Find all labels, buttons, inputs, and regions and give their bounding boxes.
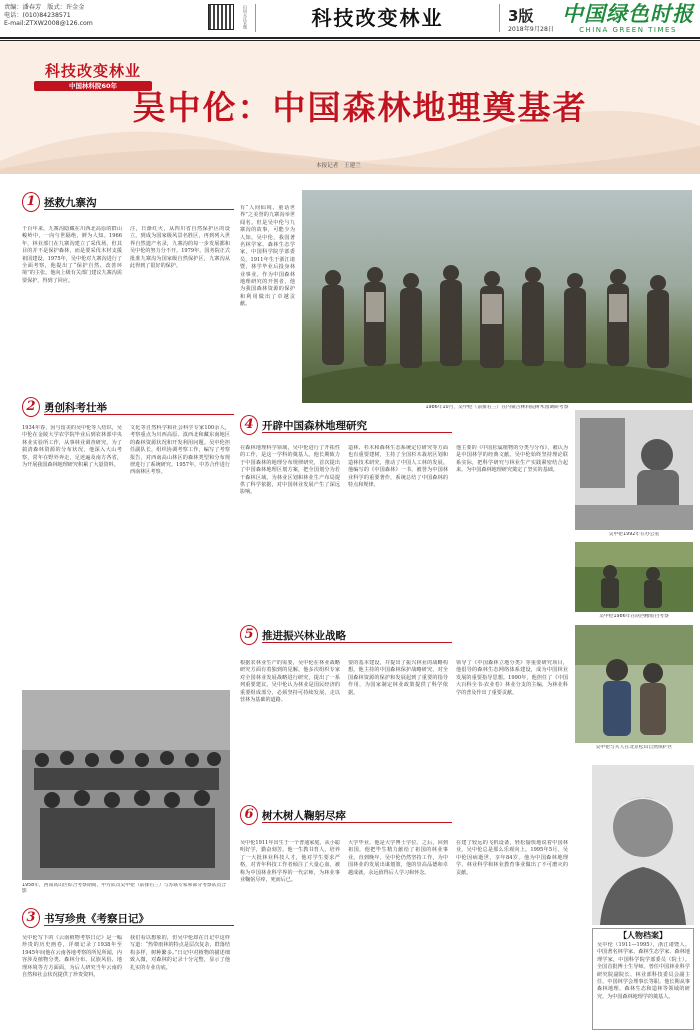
section-4-column-3: 他主要的《中国松属植物的分类与分布》，被认为是中国林学的经典文献。吴中伦始终坚持理论联系实际，把科学研究与林业生产实践紧密结合起来，为中国森林地理研究奠定了坚实的基础。 [456,445,568,474]
section-number: 1 [22,192,40,212]
section-heading-2 [22,397,237,419]
section-5-column-3: 领导了《中国森林立地分类》等重要研究项目，他倡导的森林生态网络体系建设，成为中国林业发展的重要指导思想。1990年，他担任了《中国大百科全书·农业卷》林业分支的主编，为林业科学的普及作出了重要贡献。 [456,660,568,696]
photo-1-caption: 1986年10月，吴中伦（前排右三）在内蒙古林科院树木园调研考察 [425,405,569,410]
section-rule [44,209,234,210]
qr-note: 扫码关注官微 [243,5,248,29]
newspaper-logo [560,2,696,36]
section-heading-4 [240,415,460,437]
section-title: 科技改变林业 [255,4,500,32]
section-title-text: 开辟中国森林地理研究 [262,420,367,432]
editor-line: 责编：潘春芳 版式：许金金 [4,4,85,11]
section-rule [44,414,234,415]
group-photo-illustration [302,190,692,403]
logo-english: CHINA GREEN TIMES [579,26,677,34]
page-number: 3版 [508,7,534,25]
section-6-column-2: 大学毕业，他是大学博士学位。之后，回到祖国，他把毕生精力献给了祖国的林业事业。直到晚年，吴中伦仍然坚持工作，为中国林业的发展出谋划策，他的崇高品德和卓越成就，永远值得后人学习和怀念。 [348,840,448,876]
section-title-text: 拯救九寨沟 [44,197,97,209]
section-4-column-1: 在森林地理科学领域，吴中伦进行了开拓性的工作，是这一学科的奠基人。他长期致力于中国森林的地理分布规律研究，首次提出了中国森林地理区划方案，把全国划分为若干森林区域，为林业区划和林业生产布局提供了科学依据，对中国林业发展产生了深远影响。 [240,445,340,496]
section-2-column-2: 文化等自然科学和社会科学专家100余人，考察重点为川西高原、滇西北和藏东南地区的森林资源状况和开发利用问题。吴中伦担任副队长，组织协调考察工作，编写了考察报告，对西南高山林区的森林类型和分布规律进行了系统研究。1957年，中苏合作进行西南林区考察。 [130,425,230,476]
qr-code[interactable] [208,4,234,30]
editor-info [4,4,194,29]
byline: 本报记者 王建兰 [316,163,361,169]
section-number: 2 [22,397,40,417]
phone-line: 电话：(010)84238571 [4,12,71,20]
expedition-photo-illustration [22,690,230,880]
issue-date: 2018年9月28日 [508,26,555,33]
series-subtitle: 中国林科院60年 [34,81,152,91]
photo-4-caption: 吴中伦与夫人在北京松山自然保护区 [595,745,673,750]
section-6-column-1: 吴中伦1911年出生于一个普通家庭，从小聪明好学，勤奋刻苦。他一生教书育人，培养了一大批林业科技人才，他对学生要求严格，对青年科技工作者倾注了大量心血，被称为中国林业科学界的一代宗师，为林业事业鞠躬尽瘁，死而后已。 [240,840,340,884]
section-4-column-2: 造林、杉木和森林生态系统定位研究等方面也有重要建树，主持了全国杉木栽培区划和造林技术研究，推动了中国人工林的发展。他编写的《中国森林》一书，被誉为中国林业科学的重要著作，系统总结了中国森林的特点和规律。 [348,445,448,489]
section-3-column-1: 吴中伦写下的《云南植物考察日记》是一幅珍贵的历史画卷，详细记录了1938年至1945年间他在云南各地考察的所见所闻，内容涉及植物分类、森林分布、民族风俗、地理环境等方方面面，为后人研究当年云南的自然和社会状况提供了珍贵资料。 [22,935,122,979]
header-rule [0,37,700,39]
photo-2-caption: 吴中伦1992年在办公室 [608,532,660,537]
section-title-text: 树木树人鞠躬尽瘁 [262,810,346,822]
section-1-column-1: 千百年来，九寨沟隐藏在川西北高原的群山峻岭中，一向与世隔绝，鲜为人知。1966年，林业部门在九寨沟建立了采伐场，但其目的并不是保护森林，而是要采伐木材支援祖国建设。1975年，吴中伦对九寨沟进行了全面考察，他提出了“保护自然、改善环境”的主张。他向上级有关部门建议九寨沟需要保护，得到了回应。 [22,226,122,284]
portrait-photo [592,765,694,925]
section-number: 3 [22,908,40,928]
photo-5-caption: 1958年，西南高山区综合考察期间，中方队员吴中伦（前排右三）与苏联专家和部分考察队员合影 [22,883,227,894]
field-photo-illustration [575,542,693,612]
section-heading-1 [22,192,237,214]
photo-with-wife [575,625,693,743]
photo-field-survey [575,542,693,612]
section-title-text: 勇创科考壮举 [44,402,107,414]
section-heading-5 [240,625,460,647]
section-rule [262,822,452,823]
photo-1958-expedition [22,690,230,880]
photo-inspection-group [302,190,692,403]
logo-chinese: 中国绿色时报 [562,1,694,26]
section-title-text: 推进振兴林业战略 [262,630,346,642]
section-6-column-3: 在建了较远的飞机设备，轻松愉快地说着中国林业，吴中伦总是那么乐观向上。1995年5月，吴中伦因病逝世，享年84岁。他为中国森林地理学、林业科学和林业教育事业做出了不可磨灭的贡献。 [456,840,568,876]
section-1-column-2: 注，日渐红火，从四川省自然保护区的设立，到成为国家级风景名胜区，再到列入世界自然遗产名录，九寨沟的每一步发展都和吴中伦的努力分不开。1979年，国务院正式批准九寨沟为国家级自然保护区，九寨沟从此得到了很好的保护。 [130,226,230,270]
section-3-column-2: 我们看以想象的，但吴中伦却在日记中这样写道：“热带雨林的特点是层次复杂，群落结构多样，树种繁多。”日记中对植物的描述细致入微，对森林的记录十分完整，显示了他扎实的专业功底。 [130,935,230,971]
section-number: 5 [240,625,258,645]
photo-3-caption: 吴中伦1986年在陕西橡胶白考察 [599,614,669,619]
profile-title: 【人物档案】 [619,930,667,940]
section-5-column-1: 根据农林业生产的需要，吴中伦在林业战略研究方面有着独到的见解。他多次组织专家对全国林业发展战略进行研究，提出了一系列重要建议。吴中伦认为林业是国民经济的重要组成部分，必须坚持可持续发展，走以营林为基础的道路。 [240,660,340,704]
section-1-column-3: 有“人间仙境、童话世界”之美誉的九寨沟举世闻名。但是吴中伦与九寨沟的故事，可能少为人知。吴中伦，我国著名林学家、森林生态学家，中国科学院学部委员，1911年生于浙江诸暨，林学毕业后投身林业事业。作为中国森林地理研究的开创者，他为我国森林资源的保护和利用做出了卓越贡献。 [240,205,295,308]
section-number: 6 [240,805,258,825]
portrait-illustration [592,765,694,925]
section-rule [262,432,452,433]
section-5-column-2: 要的基本建设，并提出了振兴林业的战略构想。他主持的中国森林保护战略研究，对全国森林资源的保护和发展起到了重要的指导作用，为国家制定林业政策提供了科学依据。 [348,660,448,696]
email-line: E-mail:ZTXW2008@126.com [4,20,93,28]
section-2-column-1: 1934年春，因与留美的吴中伦等人结识，吴中伦在金陵大学农学院毕业后到农林部中央林业实验所工作，从事林业调查研究。为了搞清森林资源的分布状况，他深入大山考察，常年在野外奔走，足迹遍及南方各省，为开展我国森林地理研究积累了大量资料。 [22,425,122,469]
section-rule [44,925,234,926]
office-photo-illustration [575,410,693,530]
section-number: 4 [240,415,258,435]
section-heading-6 [240,805,460,827]
section-title-text: 书写珍贵《考察日记》 [44,913,149,925]
profile-text: 吴中伦（1911—1995），浙江诸暨人。中国著名林学家、森林生态学家、森林地理学家，中国科学院学部委员（院士）。全国首批博士生导师。曾任中国林业科学研究院副院长、林业部科技委员会副主任、中国林学会理事长等职。他长期从事森林地理、森林生态和造林等领域的研究，为中国森林地理学的奠基人。 [597,942,690,1000]
headline: 吴中伦：中国森林地理奠基者 [132,88,588,127]
series-title: 科技改变林业 [44,62,141,80]
section-rule [262,642,452,643]
section-heading-3 [22,908,237,930]
couple-photo-illustration [575,625,693,743]
photo-office [575,410,693,530]
